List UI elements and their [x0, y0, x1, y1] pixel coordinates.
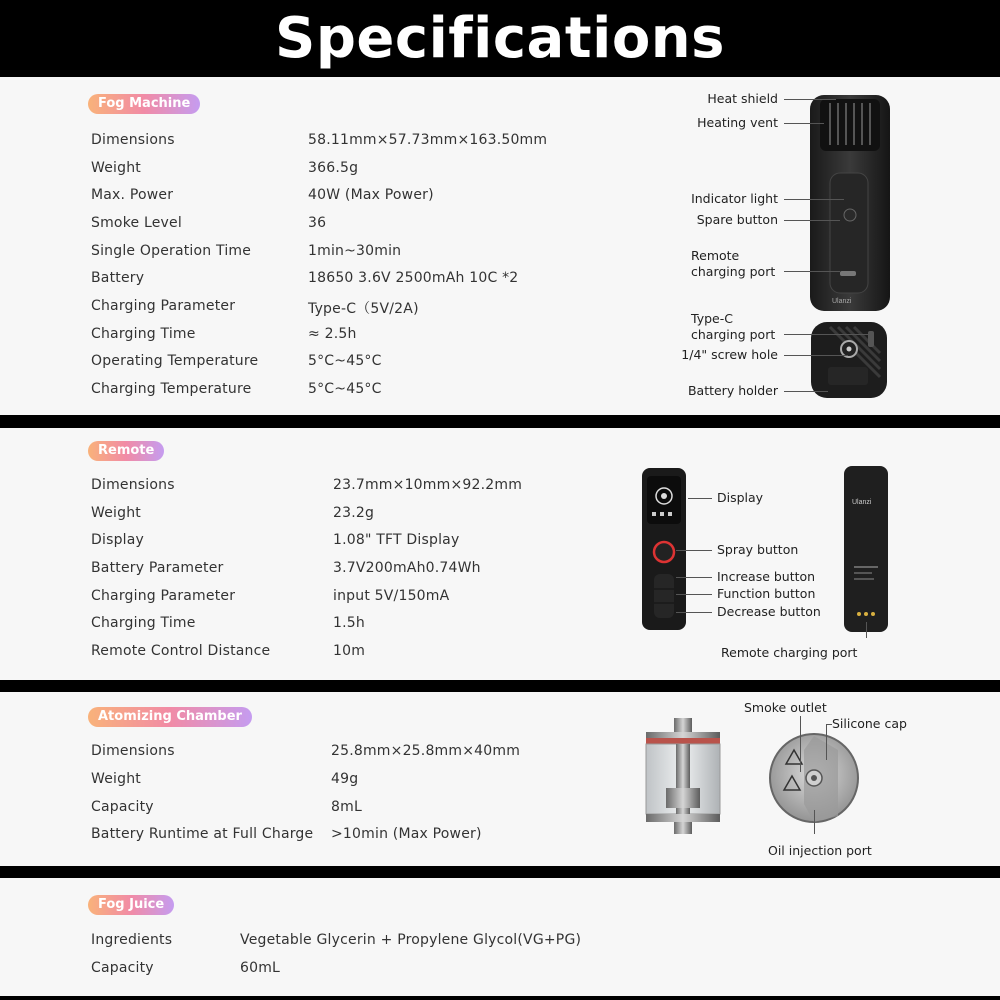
remote-panel — [0, 428, 1000, 680]
spec-label: Charging Parameter — [91, 298, 236, 314]
spec-label: Weight — [91, 771, 141, 787]
spec-value: 60mL — [240, 960, 281, 976]
spec-value: 23.7mm×10mm×92.2mm — [333, 477, 523, 493]
spec-value: 18650 3.6V 2500mAh 10C *2 — [308, 270, 519, 286]
leader-line — [784, 123, 824, 124]
callout-spray-button: Spray button — [717, 542, 799, 557]
leader-line — [784, 271, 840, 272]
spec-label: Dimensions — [91, 743, 175, 759]
callout-battery-holder: Battery holder — [687, 383, 778, 398]
callout-remote-charging-port-line1: Remote — [691, 248, 740, 263]
callout-spare-button: Spare button — [696, 212, 778, 227]
spec-label: Remote Control Distance — [91, 643, 271, 659]
spec-value: 8mL — [331, 799, 362, 815]
spec-label: Max. Power — [91, 187, 174, 203]
spec-value: 40W (Max Power) — [308, 187, 434, 203]
fog-machine-brand: Ulanzi — [832, 298, 852, 305]
spec-value: 58.11mm×57.73mm×163.50mm — [308, 132, 548, 148]
spec-label: Capacity — [91, 799, 154, 815]
leader-line — [784, 99, 836, 100]
spec-value: Vegetable Glycerin + Propylene Glycol(VG+PG) — [240, 932, 582, 948]
spec-label: Battery Parameter — [91, 560, 224, 576]
leader-line — [784, 391, 828, 392]
spec-value: Type-C（5V/2A) — [308, 301, 419, 317]
spec-label: Display — [91, 532, 145, 548]
spec-label: Charging Parameter — [91, 588, 236, 604]
remote-brand: Ulanzi — [852, 499, 872, 506]
spec-value: 3.7V200mAh0.74Wh — [333, 560, 481, 576]
leader-line — [676, 577, 712, 578]
callout-decrease-button: Decrease button — [717, 604, 821, 619]
spec-label: Weight — [91, 505, 141, 521]
spec-label: Weight — [91, 160, 141, 176]
fog-machine-panel — [0, 77, 1000, 415]
spec-value: 49g — [331, 771, 359, 787]
leader-line — [676, 594, 712, 595]
spec-value: input 5V/150mA — [333, 588, 450, 604]
atomizing-chamber-top-image — [768, 730, 856, 830]
spec-value: 10m — [333, 643, 366, 659]
callout-remote-charging-port-line2: charging port — [691, 264, 776, 279]
callout-typec-line2: charging port — [691, 327, 776, 342]
callout-display: Display — [717, 490, 764, 505]
leader-line — [676, 550, 712, 551]
spec-value: 23.2g — [333, 505, 375, 521]
leader-line — [688, 498, 712, 499]
page-title: Specifications — [275, 5, 725, 71]
spec-label: Capacity — [91, 960, 154, 976]
leader-line — [826, 724, 827, 760]
spec-label: Charging Time — [91, 615, 196, 631]
remote-back-image — [842, 464, 892, 636]
spec-value: 1.5h — [333, 615, 365, 631]
leader-line — [866, 622, 867, 638]
spec-value: 5°C~45°C — [308, 353, 382, 369]
fog-juice-panel — [0, 878, 1000, 996]
atomizing-chamber-badge: Atomizing Chamber — [88, 707, 252, 727]
leader-line — [784, 334, 872, 335]
callout-heating-vent: Heating vent — [697, 115, 778, 130]
spec-label: Operating Temperature — [91, 353, 259, 369]
callout-indicator-light: Indicator light — [691, 191, 778, 206]
spec-value: 36 — [308, 215, 327, 231]
fog-machine-bottom-image — [808, 319, 890, 399]
spec-label: Ingredients — [91, 932, 173, 948]
spec-label: Dimensions — [91, 132, 175, 148]
spec-value: ≈ 2.5h — [308, 326, 357, 342]
callout-heat-shield: Heat shield — [707, 91, 778, 106]
callout-function-button: Function button — [717, 586, 816, 601]
spec-label: Dimensions — [91, 477, 175, 493]
callout-remote-charging-port: Remote charging port — [721, 645, 858, 660]
callout-increase-button: Increase button — [717, 569, 816, 584]
callout-oil-injection-port: Oil injection port — [768, 843, 872, 858]
atomizing-chamber-panel — [0, 692, 1000, 866]
spec-label: Battery Runtime at Full Charge — [91, 826, 314, 842]
leader-line — [814, 810, 815, 834]
spec-value: 1.08" TFT Display — [333, 532, 460, 548]
fog-machine-badge: Fog Machine — [88, 94, 200, 114]
spec-value: 5°C~45°C — [308, 381, 382, 397]
leader-line — [676, 612, 712, 613]
callout-screw-hole: 1/4" screw hole — [681, 347, 778, 362]
leader-line — [784, 220, 840, 221]
spec-value: 366.5g — [308, 160, 359, 176]
leader-line — [800, 716, 801, 772]
spec-label: Charging Time — [91, 326, 196, 342]
leader-line — [784, 355, 848, 356]
spec-label: Single Operation Time — [91, 243, 252, 259]
page-header — [0, 0, 1000, 76]
fog-juice-badge: Fog Juice — [88, 895, 174, 915]
spec-value: 25.8mm×25.8mm×40mm — [331, 743, 521, 759]
callout-smoke-outlet: Smoke outlet — [744, 700, 827, 715]
fog-machine-front-image — [806, 91, 896, 325]
spec-value: >10min (Max Power) — [331, 826, 482, 842]
atomizing-chamber-side-image — [640, 718, 726, 836]
callout-silicone-cap: Silicone cap — [832, 716, 907, 731]
callout-typec-line1: Type-C — [691, 311, 733, 326]
remote-badge: Remote — [88, 441, 164, 461]
spec-value: 1min~30min — [308, 243, 402, 259]
spec-label: Smoke Level — [91, 215, 182, 231]
spec-label: Battery — [91, 270, 145, 286]
spec-label: Charging Temperature — [91, 381, 252, 397]
leader-line — [784, 199, 844, 200]
